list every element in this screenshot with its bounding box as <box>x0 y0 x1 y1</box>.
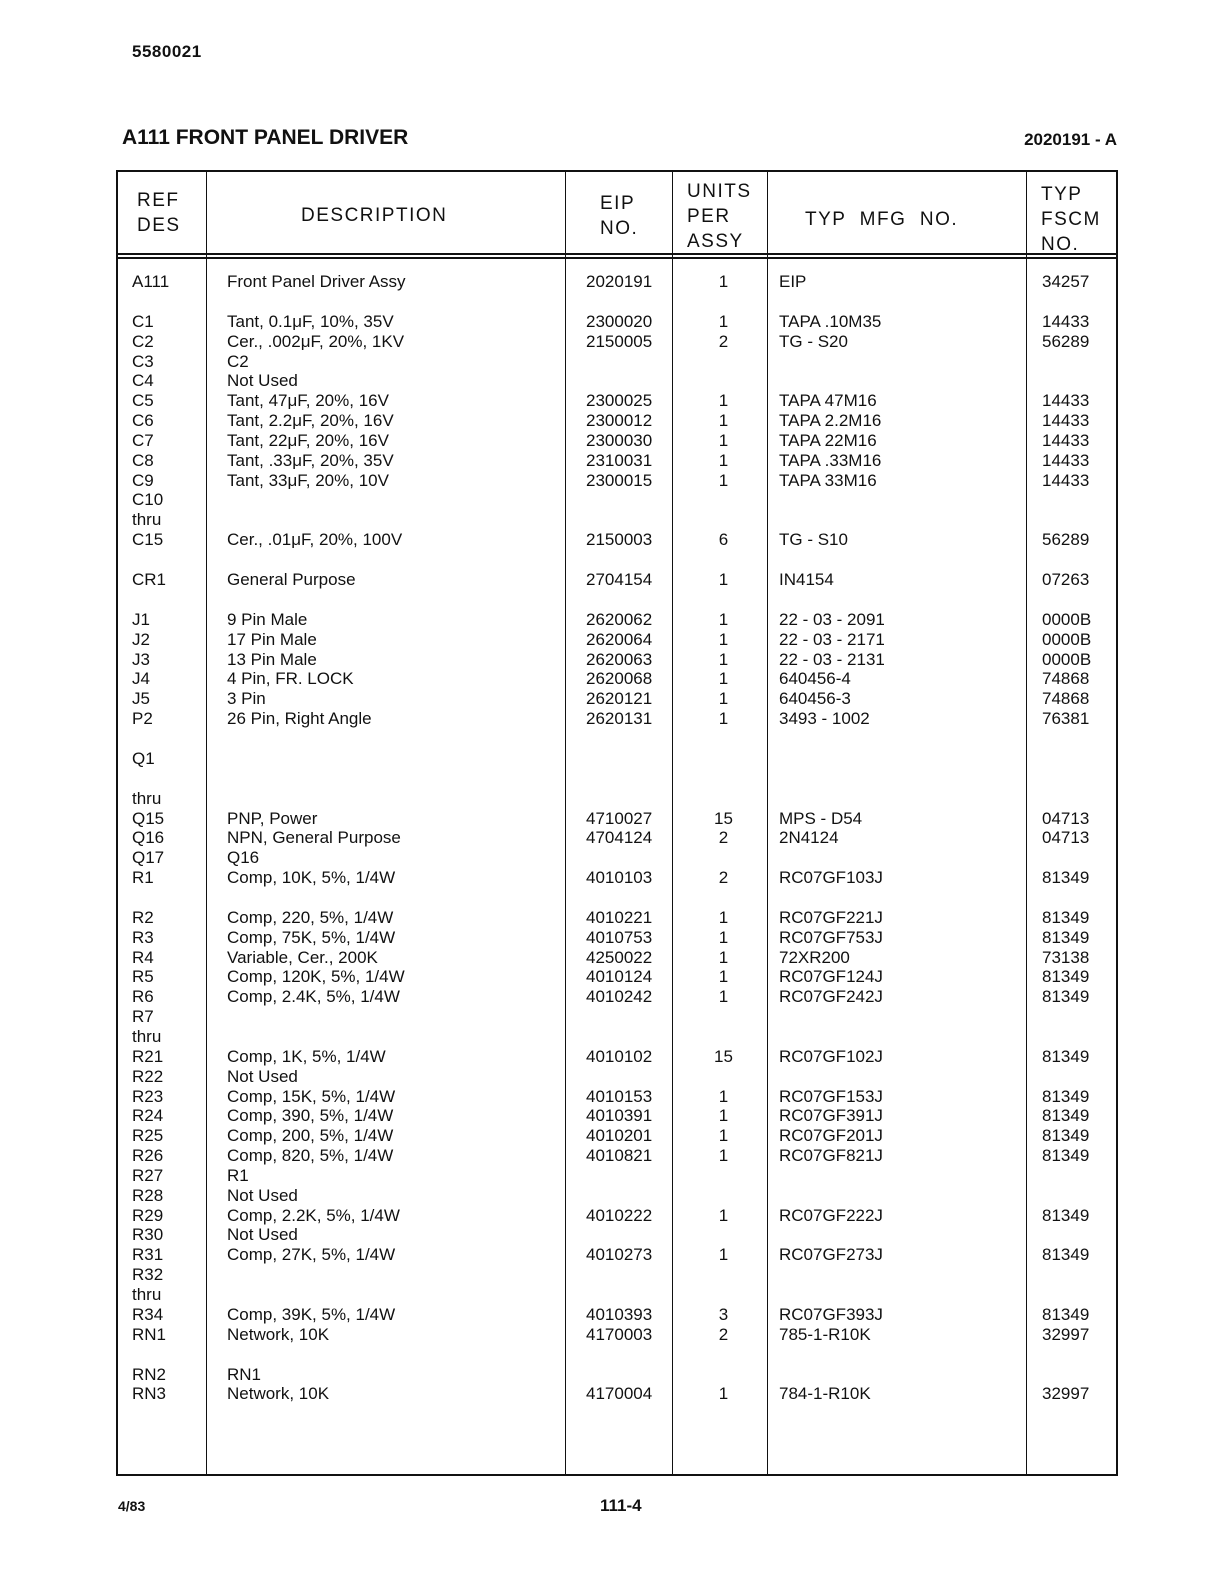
document-number: 5580021 <box>132 42 202 61</box>
cell-eip: 2300015 <box>586 470 653 490</box>
cell-units: 2 <box>718 331 729 351</box>
header-divider-double <box>116 257 1118 259</box>
cell-eip: 4010221 <box>586 907 653 927</box>
cell-fscm: 81349 <box>1042 987 1090 1007</box>
table-row <box>116 1007 1118 1027</box>
cell-eip: 4170003 <box>586 1324 653 1344</box>
cell-mfg: RC07GF102J <box>779 1046 883 1066</box>
cell-desc: NPN, General Purpose <box>227 828 401 848</box>
cell-desc: Cer., .01μF, 20%, 100V <box>227 530 403 550</box>
cell-eip: 2620121 <box>586 689 653 709</box>
cell-units: 15 <box>714 1046 733 1066</box>
cell-ref: R1 <box>132 868 154 888</box>
cell-units: 3 <box>718 1304 729 1324</box>
cell-eip: 2300020 <box>586 311 653 331</box>
cell-ref: C3 <box>132 351 154 371</box>
cell-desc: Comp, 27K, 5%, 1/4W <box>227 1245 396 1265</box>
cell-units: 1 <box>718 430 729 450</box>
header-units-per-assy: UNITS PER ASSY <box>687 181 752 252</box>
cell-mfg: 640456-3 <box>779 689 851 709</box>
cell-mfg: 22 - 03 - 2131 <box>779 649 885 669</box>
cell-ref: J5 <box>132 689 150 709</box>
cell-fscm: 81349 <box>1042 1126 1090 1146</box>
cell-eip: 4010242 <box>586 987 653 1007</box>
cell-mfg: 2N4124 <box>779 828 839 848</box>
cell-ref: RN2 <box>132 1364 167 1384</box>
cell-fscm: 56289 <box>1042 530 1090 550</box>
cell-desc: Comp, 2.2K, 5%, 1/4W <box>227 1205 400 1225</box>
cell-units: 2 <box>718 868 729 888</box>
cell-mfg: RC07GF391J <box>779 1106 883 1126</box>
table-row <box>116 689 1118 709</box>
cell-mfg: RC07GF821J <box>779 1146 883 1166</box>
cell-fscm: 81349 <box>1042 1245 1090 1265</box>
table-row <box>116 431 1118 451</box>
cell-mfg: TAPA .10M35 <box>779 311 882 331</box>
cell-eip: 2150005 <box>586 331 653 351</box>
cell-ref: R4 <box>132 947 154 967</box>
cell-units: 1 <box>718 391 729 411</box>
cell-fscm: 04713 <box>1042 808 1090 828</box>
cell-units: 1 <box>718 1245 729 1265</box>
table-row <box>116 530 1118 550</box>
cell-eip: 2020191 <box>586 272 653 291</box>
cell-ref: thru <box>132 510 162 530</box>
table-row <box>116 352 1118 372</box>
cell-units: 1 <box>718 1146 729 1166</box>
table-row <box>116 490 1118 510</box>
cell-eip: 2620131 <box>586 709 653 729</box>
cell-desc: 26 Pin, Right Angle <box>227 709 372 729</box>
table-row <box>116 371 1118 391</box>
table-row <box>116 1166 1118 1186</box>
cell-mfg: TAPA 47M16 <box>779 391 877 411</box>
cell-desc: Comp, 75K, 5%, 1/4W <box>227 927 396 947</box>
table-row <box>116 1245 1118 1265</box>
cell-units: 1 <box>718 907 729 927</box>
cell-eip: 4010153 <box>586 1086 653 1106</box>
cell-fscm: 14433 <box>1042 450 1090 470</box>
cell-units: 1 <box>718 1086 729 1106</box>
cell-eip: 4170004 <box>586 1384 653 1404</box>
table-row <box>116 709 1118 729</box>
cell-ref: thru <box>132 788 162 808</box>
cell-ref: thru <box>132 1027 162 1046</box>
table-row <box>116 987 1118 1007</box>
table-row <box>116 1186 1118 1206</box>
table-row <box>116 828 1118 848</box>
cell-units: 1 <box>718 311 729 331</box>
cell-ref: R23 <box>132 1086 164 1106</box>
cell-desc: Q16 <box>227 848 260 868</box>
cell-units: 1 <box>718 669 729 689</box>
cell-fscm: 07263 <box>1042 569 1090 589</box>
cell-eip: 4010222 <box>586 1205 653 1225</box>
cell-units: 1 <box>718 709 729 729</box>
cell-ref: J2 <box>132 629 150 649</box>
parts-list <box>116 272 1118 1404</box>
cell-desc: 4 Pin, FR. LOCK <box>227 669 354 689</box>
cell-mfg: 3493 - 1002 <box>779 709 870 729</box>
page-number: 111-4 <box>600 1496 642 1515</box>
cell-mfg: RC07GF103J <box>779 868 883 888</box>
cell-desc: Tant, 33μF, 20%, 10V <box>227 470 389 490</box>
cell-desc: Comp, 390, 5%, 1/4W <box>227 1106 394 1126</box>
table-row <box>116 1365 1118 1385</box>
cell-units: 1 <box>718 987 729 1007</box>
cell-ref: Q1 <box>132 748 155 768</box>
cell-mfg: TAPA .33M16 <box>779 450 882 470</box>
cell-desc: 13 Pin Male <box>227 649 317 669</box>
cell-mfg: RC07GF222J <box>779 1205 883 1225</box>
cell-desc: Network, 10K <box>227 1384 330 1404</box>
table-row <box>116 789 1118 809</box>
cell-ref: thru <box>132 1284 162 1304</box>
cell-eip: 2620063 <box>586 649 653 669</box>
cell-fscm: 0000B <box>1042 649 1092 669</box>
cell-ref: C9 <box>132 470 154 490</box>
table-row <box>116 451 1118 471</box>
cell-ref: R32 <box>132 1265 164 1285</box>
cell-fscm: 81349 <box>1042 868 1090 888</box>
cell-ref: R5 <box>132 967 154 987</box>
cell-mfg: TAPA 2.2M16 <box>779 411 882 431</box>
cell-ref: C7 <box>132 430 154 450</box>
cell-ref: C6 <box>132 411 154 431</box>
cell-fscm: 81349 <box>1042 1146 1090 1166</box>
cell-mfg: TAPA 22M16 <box>779 430 877 450</box>
cell-eip: 2704154 <box>586 569 653 589</box>
cell-desc: Tant, 2.2μF, 20%, 16V <box>227 411 394 431</box>
table-row <box>116 332 1118 352</box>
cell-desc: Comp, 220, 5%, 1/4W <box>227 907 394 927</box>
cell-mfg: 784-1-R10K <box>779 1384 871 1404</box>
cell-units: 1 <box>718 629 729 649</box>
cell-desc: Tant, 47μF, 20%, 16V <box>227 391 389 411</box>
cell-ref: A111 <box>132 272 170 291</box>
cell-eip: 2620064 <box>586 629 653 649</box>
cell-eip: 2620062 <box>586 609 653 629</box>
cell-units: 1 <box>718 470 729 490</box>
cell-ref: R26 <box>132 1146 164 1166</box>
cell-ref: RN3 <box>132 1384 167 1404</box>
header-eip-no: EIP NO. <box>600 193 639 239</box>
cell-eip: 4710027 <box>586 808 653 828</box>
cell-ref: R22 <box>132 1066 164 1086</box>
cell-fscm: 56289 <box>1042 331 1090 351</box>
table-row <box>116 948 1118 968</box>
cell-desc: PNP, Power <box>227 808 318 828</box>
table-row <box>116 570 1118 590</box>
cell-fscm: 73138 <box>1042 947 1090 967</box>
cell-ref: R30 <box>132 1225 164 1245</box>
cell-fscm: 81349 <box>1042 927 1090 947</box>
cell-fscm: 76381 <box>1042 709 1090 729</box>
cell-desc: Not Used <box>227 1225 298 1245</box>
cell-units: 1 <box>718 411 729 431</box>
cell-desc: Comp, 1K, 5%, 1/4W <box>227 1046 386 1066</box>
cell-eip: 2150003 <box>586 530 653 550</box>
header-ref-des: REF DES <box>137 190 181 236</box>
cell-units: 15 <box>714 808 733 828</box>
cell-fscm: 81349 <box>1042 1304 1090 1324</box>
cell-units: 1 <box>718 1205 729 1225</box>
cell-desc: Comp, 120K, 5%, 1/4W <box>227 967 405 987</box>
cell-ref: R27 <box>132 1165 164 1185</box>
cell-desc: 3 Pin <box>227 689 266 709</box>
cell-fscm: 0000B <box>1042 629 1092 649</box>
header-description: DESCRIPTION <box>301 205 448 226</box>
cell-desc: Comp, 15K, 5%, 1/4W <box>227 1086 396 1106</box>
cell-ref: C2 <box>132 331 154 351</box>
cell-eip: 4010103 <box>586 868 653 888</box>
table-row <box>116 1285 1118 1305</box>
cell-eip: 4704124 <box>586 828 653 848</box>
table-row <box>116 411 1118 431</box>
table-row <box>116 1265 1118 1285</box>
table-row <box>116 967 1118 987</box>
cell-eip: 4010753 <box>586 927 653 947</box>
cell-mfg: MPS - D54 <box>779 808 863 828</box>
table-row <box>116 272 1118 292</box>
cell-fscm: 81349 <box>1042 1106 1090 1126</box>
cell-fscm: 81349 <box>1042 967 1090 987</box>
cell-fscm: 14433 <box>1042 430 1090 450</box>
cell-ref: C5 <box>132 391 154 411</box>
cell-fscm: 34257 <box>1042 272 1090 291</box>
cell-desc: Not Used <box>227 371 298 391</box>
cell-fscm: 14433 <box>1042 470 1090 490</box>
cell-fscm: 74868 <box>1042 689 1090 709</box>
cell-ref: R2 <box>132 907 154 927</box>
cell-desc: Comp, 10K, 5%, 1/4W <box>227 868 396 888</box>
cell-units: 1 <box>718 967 729 987</box>
table-row <box>116 1047 1118 1067</box>
cell-ref: C4 <box>132 371 154 391</box>
table-row <box>116 1067 1118 1087</box>
cell-mfg: TG - S20 <box>779 331 848 351</box>
table-row <box>116 809 1118 829</box>
header-typ-mfg-no: TYP MFG NO. <box>805 209 959 230</box>
revision-number: 2020191 - A <box>1024 130 1117 149</box>
cell-eip: 4010201 <box>586 1126 653 1146</box>
table-row <box>116 630 1118 650</box>
cell-ref: R34 <box>132 1304 164 1324</box>
cell-eip: 4010273 <box>586 1245 653 1265</box>
table-row <box>116 868 1118 888</box>
cell-ref: RN1 <box>132 1324 167 1344</box>
cell-ref: R28 <box>132 1185 164 1205</box>
cell-desc: 9 Pin Male <box>227 609 308 629</box>
cell-eip: 4010102 <box>586 1046 653 1066</box>
table-row <box>116 1087 1118 1107</box>
table-row <box>116 1106 1118 1126</box>
table-row <box>116 1384 1118 1404</box>
cell-ref: R21 <box>132 1046 164 1066</box>
cell-mfg: 640456-4 <box>779 669 851 689</box>
cell-desc: Tant, .33μF, 20%, 35V <box>227 450 394 470</box>
cell-mfg: 785-1-R10K <box>779 1324 871 1344</box>
cell-units: 1 <box>718 1126 729 1146</box>
footer-date: 4/83 <box>118 1498 146 1514</box>
cell-desc: Cer., .002μF, 20%, 1KV <box>227 331 405 351</box>
table-row <box>116 749 1118 769</box>
cell-units: 2 <box>718 828 729 848</box>
cell-mfg: RC07GF753J <box>779 927 883 947</box>
cell-ref: R31 <box>132 1245 164 1265</box>
cell-ref: Q15 <box>132 808 165 828</box>
cell-ref: J3 <box>132 649 150 669</box>
cell-desc: Front Panel Driver Assy <box>227 272 406 291</box>
cell-desc: R1 <box>227 1165 249 1185</box>
cell-units: 1 <box>718 609 729 629</box>
cell-ref: R6 <box>132 987 154 1007</box>
header-typ-fscm-no: TYP FSCM NO. <box>1041 184 1101 255</box>
table-row <box>116 928 1118 948</box>
cell-mfg: RC07GF393J <box>779 1304 883 1324</box>
cell-ref: P2 <box>132 709 153 729</box>
table-row <box>116 1027 1118 1047</box>
cell-ref: R3 <box>132 927 154 947</box>
cell-units: 1 <box>718 1384 729 1404</box>
cell-mfg: RC07GF273J <box>779 1245 883 1265</box>
cell-fscm: 04713 <box>1042 828 1090 848</box>
table-row <box>116 610 1118 630</box>
cell-ref: C15 <box>132 530 164 550</box>
cell-units: 1 <box>718 689 729 709</box>
cell-mfg: EIP <box>779 272 807 291</box>
cell-desc: RN1 <box>227 1364 262 1384</box>
table-row <box>116 510 1118 530</box>
cell-ref: C8 <box>132 450 154 470</box>
cell-fscm: 14433 <box>1042 411 1090 431</box>
cell-ref: Q17 <box>132 848 165 868</box>
cell-ref: CR1 <box>132 569 167 589</box>
table-row <box>116 1225 1118 1245</box>
cell-eip: 2620068 <box>586 669 653 689</box>
table-row <box>116 1305 1118 1325</box>
cell-desc: Comp, 820, 5%, 1/4W <box>227 1146 394 1166</box>
cell-ref: J4 <box>132 669 150 689</box>
table-row <box>116 848 1118 868</box>
cell-eip: 2300025 <box>586 391 653 411</box>
cell-units: 1 <box>718 927 729 947</box>
cell-fscm: 74868 <box>1042 669 1090 689</box>
cell-desc: Not Used <box>227 1066 298 1086</box>
cell-mfg: TAPA 33M16 <box>779 470 877 490</box>
cell-desc: Network, 10K <box>227 1324 330 1344</box>
cell-ref: C10 <box>132 490 164 510</box>
cell-units: 1 <box>718 569 729 589</box>
cell-eip: 4010821 <box>586 1146 653 1166</box>
cell-eip: 4250022 <box>586 947 653 967</box>
cell-mfg: 22 - 03 - 2171 <box>779 629 885 649</box>
cell-desc: General Purpose <box>227 569 356 589</box>
cell-mfg: RC07GF124J <box>779 967 883 987</box>
cell-mfg: RC07GF221J <box>779 907 883 927</box>
cell-ref: R25 <box>132 1126 164 1146</box>
cell-desc: Not Used <box>227 1185 298 1205</box>
cell-eip: 4010391 <box>586 1106 653 1126</box>
cell-units: 1 <box>718 272 729 291</box>
table-row <box>116 391 1118 411</box>
cell-ref: R24 <box>132 1106 164 1126</box>
table-row <box>116 1146 1118 1166</box>
table-row <box>116 650 1118 670</box>
cell-fscm: 32997 <box>1042 1384 1090 1404</box>
cell-desc: C2 <box>227 351 249 371</box>
cell-units: 1 <box>718 649 729 669</box>
cell-units: 6 <box>718 530 729 550</box>
cell-fscm: 14433 <box>1042 391 1090 411</box>
cell-fscm: 32997 <box>1042 1324 1090 1344</box>
cell-eip: 2310031 <box>586 450 653 470</box>
cell-desc: Tant, 0.1μF, 10%, 35V <box>227 311 394 331</box>
table-row <box>116 471 1118 491</box>
cell-eip: 2300012 <box>586 411 653 431</box>
cell-eip: 4010124 <box>586 967 653 987</box>
cell-mfg: 72XR200 <box>779 947 850 967</box>
cell-ref: C1 <box>132 311 154 331</box>
cell-mfg: TG - S10 <box>779 530 848 550</box>
cell-desc: 17 Pin Male <box>227 629 317 649</box>
cell-desc: Comp, 2.4K, 5%, 1/4W <box>227 987 400 1007</box>
cell-fscm: 81349 <box>1042 1205 1090 1225</box>
table-row <box>116 1325 1118 1345</box>
cell-mfg: RC07GF153J <box>779 1086 883 1106</box>
header-divider <box>116 253 1118 255</box>
cell-units: 1 <box>718 450 729 470</box>
table-row <box>116 1206 1118 1226</box>
cell-ref: R29 <box>132 1205 164 1225</box>
cell-fscm: 0000B <box>1042 609 1092 629</box>
cell-units: 1 <box>718 1106 729 1126</box>
cell-fscm: 81349 <box>1042 1086 1090 1106</box>
page-title: A111 FRONT PANEL DRIVER <box>122 126 409 149</box>
cell-mfg: 22 - 03 - 2091 <box>779 609 885 629</box>
cell-fscm: 14433 <box>1042 311 1090 331</box>
cell-ref: R7 <box>132 1007 154 1027</box>
cell-mfg: RC07GF242J <box>779 987 883 1007</box>
cell-fscm: 81349 <box>1042 1046 1090 1066</box>
cell-eip: 2300030 <box>586 430 653 450</box>
cell-ref: Q16 <box>132 828 165 848</box>
cell-units: 2 <box>718 1324 729 1344</box>
cell-desc: Comp, 39K, 5%, 1/4W <box>227 1304 396 1324</box>
cell-desc: Comp, 200, 5%, 1/4W <box>227 1126 394 1146</box>
cell-mfg: IN4154 <box>779 569 834 589</box>
table-row <box>116 908 1118 928</box>
cell-fscm: 81349 <box>1042 907 1090 927</box>
cell-eip: 4010393 <box>586 1304 653 1324</box>
cell-units: 1 <box>718 947 729 967</box>
table-row <box>116 312 1118 332</box>
cell-ref: J1 <box>132 609 150 629</box>
table-row <box>116 1126 1118 1146</box>
cell-mfg: RC07GF201J <box>779 1126 883 1146</box>
table-row <box>116 669 1118 689</box>
cell-desc: Tant, 22μF, 20%, 16V <box>227 430 389 450</box>
cell-desc: Variable, Cer., 200K <box>227 947 378 967</box>
